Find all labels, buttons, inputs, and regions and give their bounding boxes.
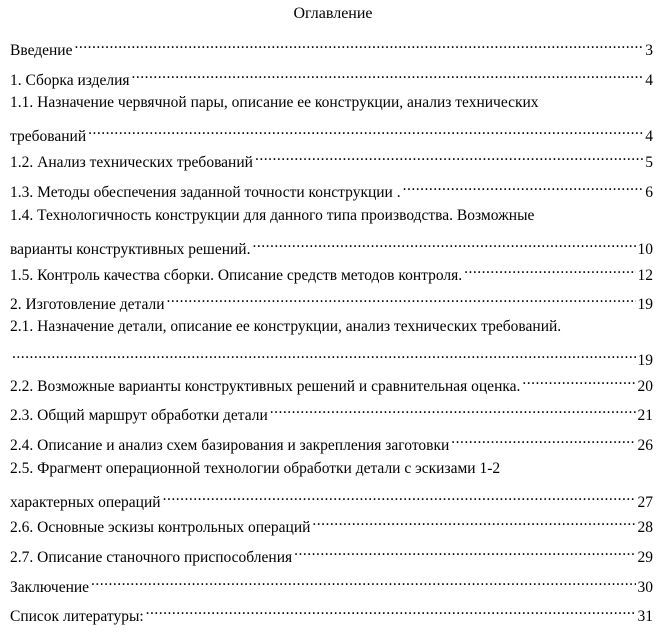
toc-entry-page-number: 31 (637, 608, 653, 625)
dot-leader (464, 258, 635, 280)
toc-entry-leader-line (10, 599, 653, 628)
toc-entry-title-line: 2.1. Назначение детали, описание ее конструкции, анализ технических требований. (10, 318, 562, 335)
toc-entry-title: Список литературы: (10, 608, 144, 625)
toc-entry[interactable] (10, 145, 653, 174)
dot-leader (451, 428, 635, 450)
toc-entry-leader-line (10, 398, 653, 427)
dot-leader (88, 119, 643, 141)
dot-leader (167, 287, 636, 309)
toc-entry-leader-line (10, 33, 653, 62)
toc-entry-page-number: 28 (637, 519, 653, 536)
toc-entry[interactable] (10, 398, 653, 427)
toc-entry-page-number: 4 (645, 72, 653, 89)
toc-entry-page-number: 6 (645, 184, 653, 201)
toc-entry-page-number: 19 (637, 352, 653, 369)
toc-entry[interactable] (10, 599, 653, 628)
toc-entry-page-number: 10 (637, 241, 653, 258)
toc-entry-title: 2.6. Основные эскизы контрольных операций (10, 519, 311, 536)
toc-entry-title: 1.5. Контроль качества сборки. Описание средств методов контроля. (10, 267, 463, 284)
toc-entry[interactable] (10, 63, 653, 92)
toc-entry-title: Заключение (10, 579, 90, 596)
toc-entry-leader-line (10, 570, 653, 599)
toc-entry-leader-line (10, 343, 653, 372)
toc-entry-page-number: 20 (637, 378, 653, 395)
toc-entry[interactable] (10, 205, 653, 261)
toc-entry-leader-line (10, 540, 653, 569)
toc-title: Оглавление (293, 5, 373, 22)
toc-entry-page-number: 27 (637, 494, 653, 511)
toc-entry-leader-line (10, 287, 653, 316)
toc-entry-leader-line (10, 428, 653, 457)
dot-leader (91, 570, 635, 592)
toc-entry-page-number: 26 (637, 437, 653, 454)
toc-entry[interactable] (10, 510, 653, 539)
toc-entry[interactable] (10, 458, 653, 514)
toc-entry-page-number: 19 (637, 296, 653, 313)
toc-entry[interactable] (10, 33, 653, 62)
toc-entry[interactable] (10, 369, 653, 398)
toc-entry-title-line: 1.1. Назначение червячной пары, описание ее конструкции, анализ технических (10, 94, 539, 111)
toc-entry-page-number: 29 (637, 549, 653, 566)
toc-entry-leader-line (10, 369, 653, 398)
dot-leader (255, 145, 643, 167)
toc-entry-leader-line (10, 175, 653, 204)
toc-entry-title: 1.2. Анализ технических требований (10, 154, 253, 171)
toc-entry-page-number: 3 (645, 42, 653, 59)
toc-entry[interactable] (10, 570, 653, 599)
toc-entry-leader-line (10, 119, 653, 148)
toc-entry[interactable] (10, 287, 653, 316)
toc-entry-leader-line (10, 232, 653, 261)
dot-leader (74, 33, 643, 55)
dot-leader (403, 175, 644, 197)
toc-entry-title: варианты конструктивных решений. (10, 241, 251, 258)
dot-leader (12, 343, 636, 365)
toc-entry-title-line: 2.5. Фрагмент операционной технологии обработки детали с эскизами 1-2 (10, 460, 501, 477)
dot-leader (146, 599, 636, 621)
toc-entry-title: 2.2. Возможные варианты конструктивных решений и сравнительная оценка. (10, 378, 521, 395)
dot-leader (163, 485, 636, 507)
toc-entry-title-line: 1.4. Технологичность конструкции для данного типа производства. Возможные (10, 207, 535, 224)
toc-entry-title: 2.7. Описание станочного приспособления (10, 549, 293, 566)
toc-entry-page-number: 21 (637, 407, 653, 424)
dot-leader (132, 63, 644, 85)
toc-entry-page-number: 5 (645, 154, 653, 171)
dot-leader (252, 232, 635, 254)
toc-entry-leader-line (10, 510, 653, 539)
toc-entry[interactable] (10, 316, 653, 372)
toc-entry-title: 1.3. Методы обеспечения заданной точности конструкции . (10, 184, 401, 201)
toc-entry-title: 2. Изготовление детали (10, 296, 165, 313)
toc-entry-leader-line (10, 63, 653, 92)
toc-entry-title: 1. Сборка изделия (10, 72, 130, 89)
toc-entry-leader-line (10, 258, 653, 287)
dot-leader (270, 398, 636, 420)
toc-entry-title: требований (10, 128, 87, 145)
toc-entry[interactable] (10, 92, 653, 148)
toc-entry-title: 2.3. Общий маршрут обработки детали (10, 407, 268, 424)
toc-entry[interactable] (10, 428, 653, 457)
toc-entry-title: Введение (10, 42, 73, 59)
dot-leader (294, 540, 635, 562)
toc-entry-title: характерных операций (10, 494, 161, 511)
toc-entry[interactable] (10, 258, 653, 287)
toc-entry-leader-line (10, 145, 653, 174)
toc-entry-page-number: 30 (637, 579, 653, 596)
toc-entry[interactable] (10, 175, 653, 204)
toc-entry-title: 2.4. Описание и анализ схем базирования и закрепления заготовки (10, 437, 450, 454)
dot-leader (312, 510, 635, 532)
toc-entry[interactable] (10, 540, 653, 569)
toc-entry-page-number: 12 (637, 267, 653, 284)
dot-leader (522, 369, 635, 391)
toc-entry-page-number: 4 (645, 128, 653, 145)
